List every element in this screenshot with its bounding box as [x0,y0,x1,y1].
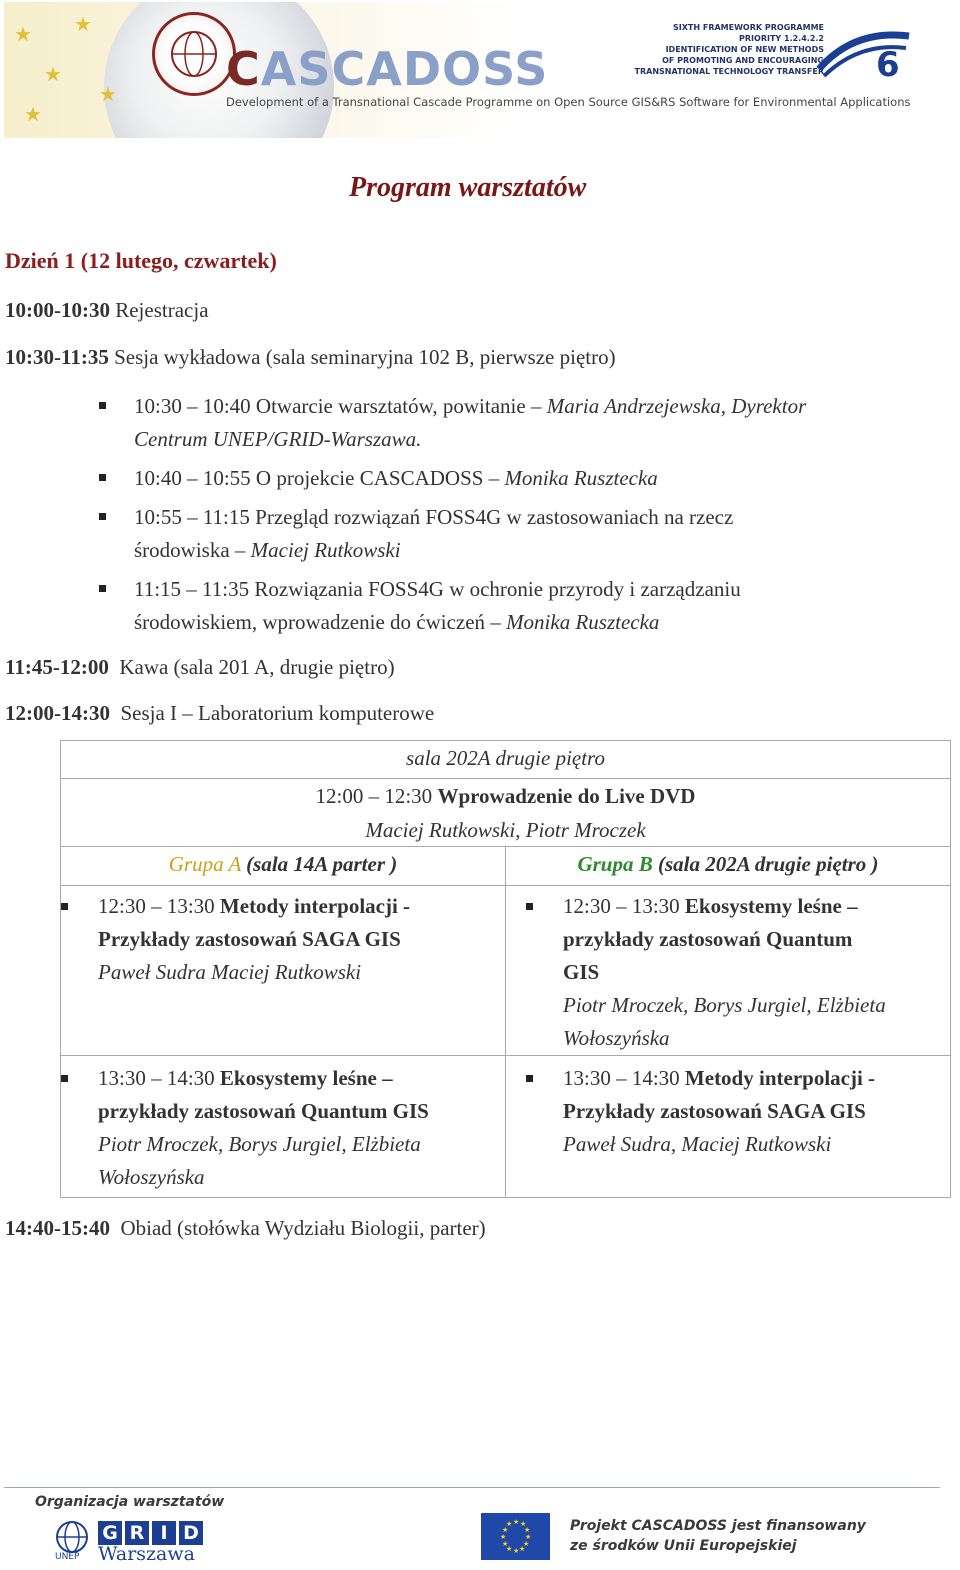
header-banner [4,2,940,138]
bullet-icon [61,1075,68,1082]
group-b-session-2: 13:30 – 14:30 Metody interpolacji - Przykłady zastosowań SAGA GIS Paweł Sudra, Maciej Rutkowski [526,1062,951,1161]
lab-session-table [60,740,951,1198]
group-b-session-1: 12:30 – 13:30 Ekosystemy leśne – przykłady zastosowań Quantum GIS Piotr Mroczek, Borys Jurgiel, Elżbieta Wołoszyńska [526,890,951,1055]
grid-warszawa-label: Warszawa [98,1543,195,1565]
bullet-icon [61,903,68,910]
star-icon: ★ [74,12,92,36]
bullet-icon [99,474,106,481]
svg-text:★: ★ [506,1520,513,1528]
schedule-coffee: 11:45-12:00 Kawa (sala 201 A, drugie piętro) [5,655,395,679]
schedule-lab-session: 12:00-14:30 Sesja I – Laboratorium komputerowe [5,701,435,725]
star-icon: ★ [99,82,117,106]
lecture-item: 10:55 – 11:15 Przegląd rozwiązań FOSS4G w zastosowaniach na rzecz środowiska – Maciej Rutkowski [99,501,939,567]
svg-text:★: ★ [523,1540,530,1548]
svg-text:★: ★ [513,1547,520,1555]
bullet-icon [526,903,533,910]
fp6-logo-icon [814,24,914,89]
schedule-registration: 10:00-10:30 Rejestracja [5,298,209,322]
lab-room: sala 202A drugie piętro [406,746,605,770]
organizer-label: Organizacja warsztatów [35,1494,225,1510]
day-heading: Dzień 1 (12 lutego, czwartek) [5,248,277,273]
group-a-heading: Grupa A (sala 14A parter ) [168,852,398,876]
lecture-item: 10:40 – 10:55 O projekcie CASCADOSS – Monika Rusztecka [99,462,939,495]
svg-text:★: ★ [506,1545,513,1553]
grid-logo: G R I D [98,1521,206,1545]
group-a-session-1: 12:30 – 13:30 Metody interpolacji - Przykłady zastosowań SAGA GIS Paweł Sudra Maciej Rutkowski [61,890,501,989]
bullet-icon [99,513,106,520]
svg-text:★: ★ [502,1526,509,1534]
brand-tagline: Development of a Transnational Cascade Programme on Open Source GIS&RS Software for Environmental Applications [226,95,911,109]
schedule-lecture-session: 10:30-11:35 Sesja wykładowa (sala seminaryjna 102 B, pierwsze piętro) [5,345,616,369]
brand-name: CASCADOSS [226,42,549,96]
unep-label: UNEP [55,1552,80,1562]
bullet-icon [526,1075,533,1082]
bullet-icon [99,585,106,592]
svg-text:6: 6 [876,45,900,84]
star-icon: ★ [44,62,62,86]
group-a-session-2: 13:30 – 14:30 Ekosystemy leśne – przykłady zastosowań Quantum GIS Piotr Mroczek, Borys Jurgiel, Elżbieta Wołoszyńska [61,1062,501,1194]
star-icon: ★ [14,22,32,46]
svg-text:★: ★ [525,1533,532,1541]
schedule-lunch: 14:40-15:40 Obiad (stołówka Wydziału Biologii, parter) [5,1216,486,1240]
lecture-item: 11:15 – 11:35 Rozwiązania FOSS4G w ochronie przyrody i zarządzaniu środowiskiem, wprowadzenie do ćwiczeń – Monika Rusztecka [99,573,939,639]
page-title: Program warsztatów [349,172,587,203]
framework-programme-text: SIXTH FRAMEWORK PROGRAMME PRIORITY 1.2.4.2.2 IDENTIFICATION OF NEW METHODS OF PROMOTING AND ENCOURAGING TRANSNATIONAL TECHNOLOGY TRANSFER [634,23,824,76]
footer-divider [4,1487,940,1488]
funding-note: Projekt CASCADOSS jest finansowany ze środków Unii Europejskiej [570,1518,866,1554]
unep-logo-icon [52,1520,92,1554]
svg-text:★: ★ [519,1545,526,1553]
star-icon: ★ [24,102,42,126]
eu-flag-icon [481,1513,550,1560]
cascadoss-logo-icon [152,12,236,96]
lab-intro-speakers: Maciej Rutkowski, Piotr Mroczek [365,818,646,842]
svg-text:★: ★ [524,1526,531,1534]
svg-text:★: ★ [502,1540,509,1548]
lecture-item: 10:30 – 10:40 Otwarcie warsztatów, powitanie – Maria Andrzejewska, Dyrektor Centrum UNEP/GRID-Warszawa. [99,390,939,456]
svg-text:★: ★ [520,1520,527,1528]
svg-text:★: ★ [513,1518,520,1526]
lab-intro: 12:00 – 12:30 Wprowadzenie do Live DVD [315,784,696,808]
group-b-heading: Grupa B (sala 202A drugie piętro ) [577,852,879,876]
svg-text:★: ★ [500,1533,507,1541]
bullet-icon [99,402,106,409]
